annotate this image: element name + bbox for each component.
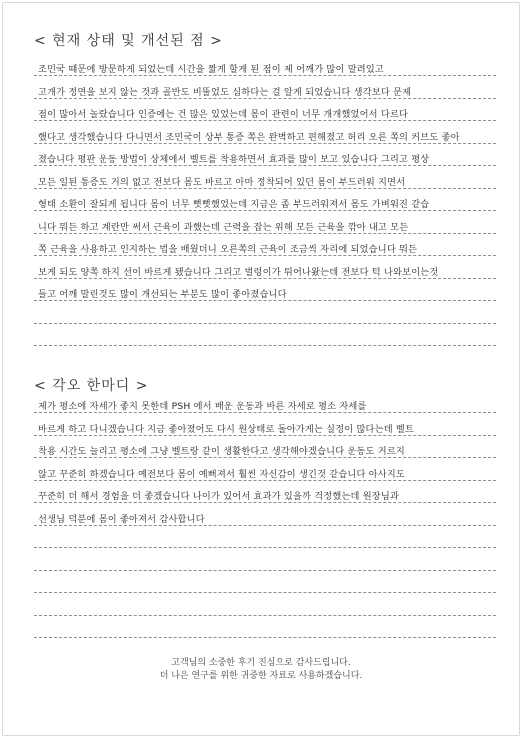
handwritten-line: 제가 평소에 자세가 좋지 못한데 PSH 에서 배운 운동과 바른 자세로 평소 자세를: [38, 401, 367, 412]
handwritten-line: 점이 많아서 놀랐습니다 인증에는 건 많은 있었는데 몸이 관련이 너무 개개했었어서 다르다: [38, 109, 409, 120]
ruled-line: [34, 233, 496, 234]
ruled-line: [34, 525, 496, 526]
handwritten-line: 조민국 때문에 방문하게 되었는데 시간을 짧게 할게 된 점이 제 어깨가 많이 말려있고: [38, 64, 384, 75]
section-heading-current-status: < 현재 상태 및 개선된 점 >: [34, 33, 223, 49]
ruled-line: [34, 345, 496, 346]
handwritten-line: 쪽 근육을 사용하고 인지하는 법을 배웠더니 오른쪽의 근육이 조금씩 자리에 되었습니다 뭐든: [38, 244, 418, 255]
ruled-line: [34, 592, 496, 593]
ruled-line: [34, 637, 496, 638]
ruled-line: [34, 412, 496, 413]
handwritten-line: 보게 되도 양쪽 하지 선이 바르게 됐습니다 그리고 벌렁이가 튀어나왔는데 전보다 턱 나와보이는것: [38, 266, 439, 278]
ruled-line: [34, 570, 496, 571]
handwritten-line: 착용 시간도 늘리고 평소에 그냥 벨트랑 같이 생활한다고 생각해야겠습니다 운동도 거르지: [38, 446, 405, 457]
ruled-line: [34, 502, 496, 503]
ruled-line: [34, 547, 496, 548]
handwritten-line: 졌습니다 평판 운동 방법이 상체에서 벨트를 착용하면서 효과를 많이 보고 있습니다 그리고 평상: [38, 154, 430, 165]
handwritten-line: 했다고 생각했습니다 다니면서 조민국이 상부 통증 쪽은 완벽하고 편해졌고 허리 오른 쪽의 커브도 좋아: [38, 131, 460, 143]
handwritten-line: 선생님 덕분에 몸이 좋아져서 감사합니다: [38, 513, 205, 525]
ruled-line: [34, 120, 496, 121]
handwritten-line: 모든 일된 통증도 거의 없고 전보다 몸도 바르고 아마 정착되어 있던 몸이 부드러워 지면서: [38, 176, 406, 188]
ruled-line: [34, 615, 496, 616]
handwritten-line: 니다 뭐든 하고 계란만 써서 근육이 과했는데 근력을 잡는 위해 모든 근육을 깎아 내고 모든: [38, 221, 409, 233]
ruled-line: [34, 435, 496, 436]
ruled-line: [34, 457, 496, 458]
handwritten-line: 꾸준히 더 해서 경험을 더 좋겠습니다 나이가 있어서 효과가 있을까 걱정했는데 원장님과: [38, 491, 400, 502]
ruled-line: [34, 323, 496, 324]
handwritten-line: 않고 꾸준히 하겠습니다 예전보다 몸이 예뻐져서 훨씬 자신감이 생긴것 같습니다 아사지도: [38, 468, 405, 480]
ruled-line: [34, 255, 496, 256]
footer-note: [0, 657, 522, 683]
ruled-line: [34, 75, 496, 76]
ruled-line: [34, 480, 496, 481]
ruled-line: [34, 143, 496, 144]
footer-usage-line: 더 나은 연구를 위한 귀중한 자료로 사용하겠습니다.: [159, 671, 363, 681]
handwritten-line: 형태 소환이 잘되게 됩니다 몸이 너무 뻣뻣했었는데 지금은 좀 부드러워져서 몸도 가벼워진 같습: [38, 199, 430, 210]
ruled-line: [34, 300, 496, 301]
ruled-line: [34, 210, 496, 211]
ruled-line: [34, 165, 496, 166]
ruled-line: [34, 98, 496, 99]
section-heading-resolution: < 각오 한마디 >: [34, 378, 149, 394]
handwritten-line: 바르게 하고 다니겠습니다 지금 좋아졌어도 다시 원상태로 돌아가게는 실정이 많다는데 벨트: [38, 423, 415, 435]
footer-thanks-line: 고객님의 소중한 후기 진심으로 감사드립니다.: [171, 658, 351, 668]
ruled-line: [34, 188, 496, 189]
handwritten-line: 고개가 정면을 보지 않는 것과 골반도 비뚤었도 심하다는 걸 알게 되었습니다 생각보다 문제: [38, 86, 412, 98]
handwritten-line: 들고 어깨 말린것도 많이 개선되는 부분도 많이 좋아졌습니다: [38, 289, 287, 300]
ruled-line: [34, 278, 496, 279]
